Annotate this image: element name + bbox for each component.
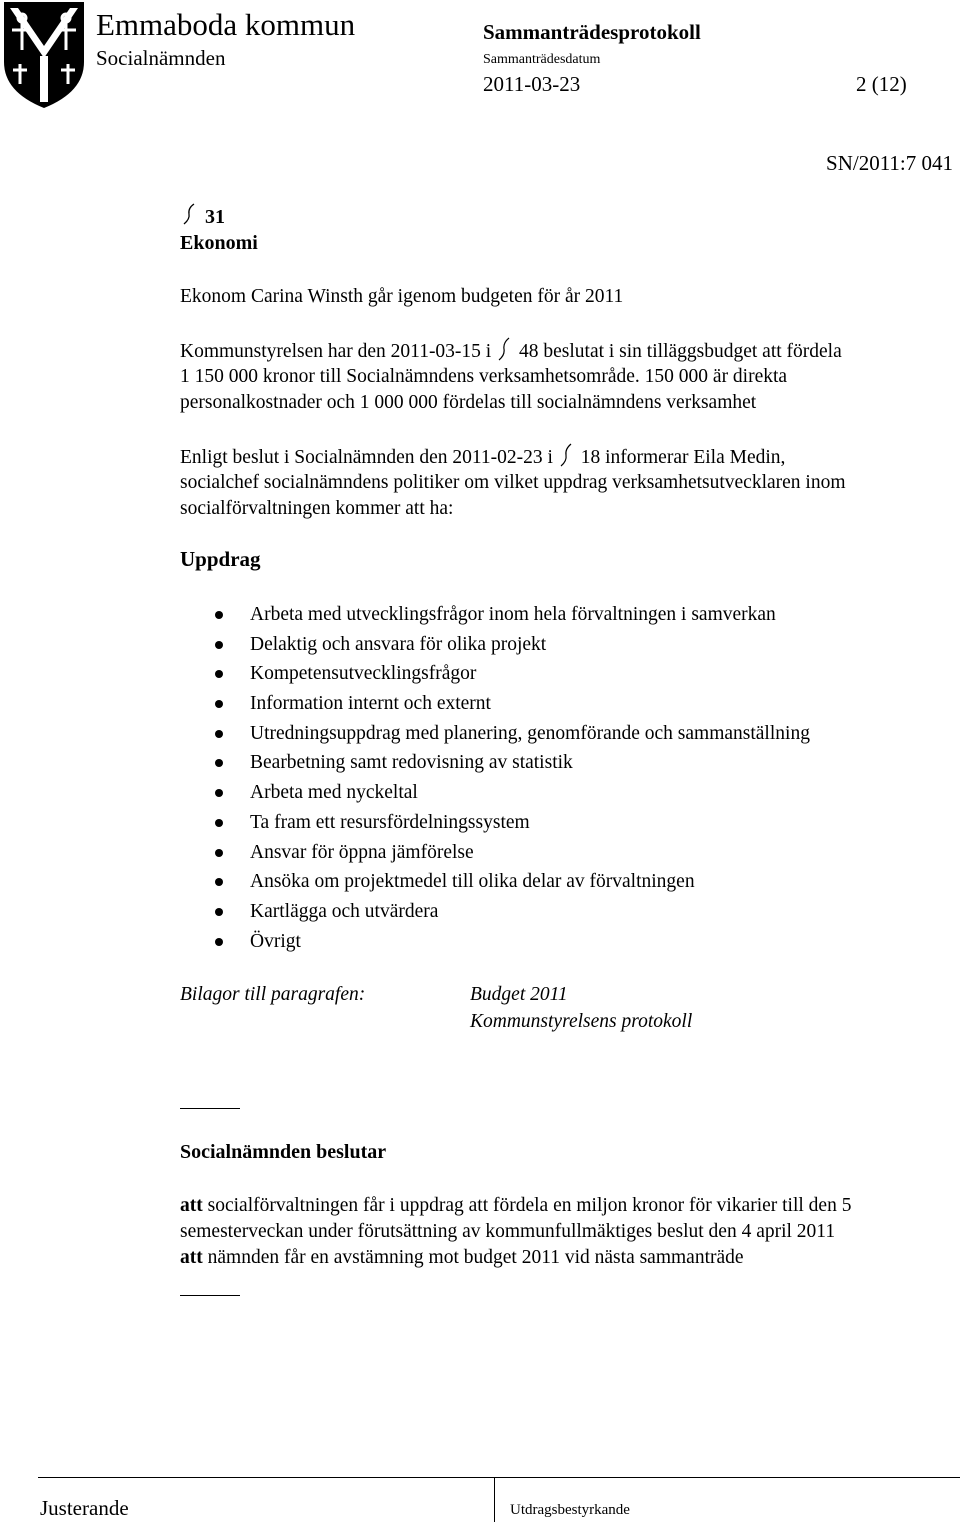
footer-divider	[494, 1477, 495, 1522]
paragraph-2-line-1	[180, 337, 940, 365]
decision-line-1	[180, 1193, 945, 1220]
list-item-text: Ansvar för öppna jämförelse	[250, 841, 474, 863]
bullet-icon	[215, 878, 223, 886]
paragraph-3-line-1	[180, 443, 940, 471]
attachment-item: Kommunstyrelsens protokoll	[470, 1011, 693, 1032]
case-reference: SN/2011:7 041	[826, 151, 953, 175]
meeting-date-label: Sammanträdesdatum	[483, 52, 601, 67]
att-keyword: att	[180, 1195, 203, 1216]
list-item	[180, 778, 810, 808]
list-item	[180, 719, 810, 749]
footer-utdragsbestyrkande: Utdragsbestyrkande	[510, 1502, 630, 1518]
list-item-text: Övrigt	[250, 930, 301, 952]
decision-line-3	[180, 1245, 945, 1272]
list-item	[180, 630, 810, 660]
municipality-name: Emmaboda kommun	[96, 7, 356, 42]
list-item	[180, 600, 810, 630]
list-item	[180, 897, 810, 927]
list-item-text: Arbeta med nyckeltal	[250, 782, 418, 804]
bullet-icon	[215, 611, 223, 619]
decision-text: nämnden får en avstämning mot budget 2011 vid nästa sammanträde	[202, 1247, 744, 1268]
bullet-icon	[215, 730, 223, 738]
list-item-text: Utredningsuppdrag med planering, genomförande och sammanställning	[250, 722, 810, 744]
list-item-text: Delaktig och ansvara för olika projekt	[250, 633, 547, 655]
section-title: Ekonomi	[180, 232, 258, 254]
list-item	[180, 838, 810, 868]
uppdrag-heading: Uppdrag	[180, 547, 261, 571]
section-number: 31	[205, 206, 225, 228]
list-item-text: Information internt och externt	[250, 693, 491, 715]
list-item	[180, 748, 810, 778]
section-symbol-icon	[180, 203, 200, 223]
page-number: 2 (12)	[856, 72, 907, 96]
municipal-coat-of-arms-icon	[0, 0, 88, 110]
section-heading	[180, 203, 225, 231]
list-item-text: Kompetensutvecklingsfrågor	[250, 663, 477, 685]
section-symbol-icon	[496, 337, 514, 359]
bullet-icon	[215, 759, 223, 767]
footer-justerande: Justerande	[40, 1496, 129, 1520]
bullet-icon	[215, 908, 223, 916]
separator-line	[180, 1108, 240, 1109]
decision-line-2: semesterveckan under förutsättning av kommunfullmäktiges beslut den 4 april 2011	[180, 1221, 836, 1242]
list-item-text: Ansöka om projektmedel till olika delar av förvaltningen	[250, 871, 695, 893]
attachment-item: Budget 2011	[470, 984, 568, 1005]
paragraph-2-line-2: 1 150 000 kronor till Socialnämndens verksamhetsområde. 150 000 är direkta	[180, 366, 788, 387]
paragraph-2-line-3: personalkostnader och 1 000 000 fördelas till socialnämndens verksamhet	[180, 392, 757, 413]
paragraph-2-text-b: 48 beslutat i sin tilläggsbudget att fördela	[518, 341, 842, 362]
bullet-icon	[215, 938, 223, 946]
paragraph-3-text-a: Enligt beslut i Socialnämnden den 2011-02-23 i	[180, 447, 553, 468]
separator-line	[180, 1295, 240, 1296]
bullet-icon	[215, 789, 223, 797]
paragraph-3-line-2: socialchef socialnämndens politiker om vilket uppdrag verksamhetsutvecklaren inom	[180, 472, 846, 493]
list-item-text: Kartlägga och utvärdera	[250, 900, 439, 922]
list-item	[180, 808, 810, 838]
bullet-icon	[215, 700, 223, 708]
bullet-icon	[215, 819, 223, 827]
decision-heading: Socialnämnden beslutar	[180, 1141, 387, 1163]
decision-text: socialförvaltningen får i uppdrag att fördela en miljon kronor för vikarier till den 5	[202, 1195, 852, 1216]
paragraph-1: Ekonom Carina Winsth går igenom budgeten för år 2011	[180, 286, 624, 307]
meeting-date: 2011-03-23	[483, 72, 581, 96]
list-item	[180, 659, 810, 689]
list-item	[180, 927, 810, 957]
list-item	[180, 689, 810, 719]
list-item-text: Arbeta med utvecklingsfrågor inom hela förvaltningen i samverkan	[250, 604, 776, 625]
list-item	[180, 867, 810, 897]
uppdrag-list	[180, 600, 810, 956]
list-item-text: Ta fram ett resursfördelningssystem	[250, 811, 530, 833]
protocol-title: Sammanträdesprotokoll	[483, 20, 701, 44]
paragraph-3-text-b: 18 informerar Eila Medin,	[580, 447, 786, 468]
footer-rule	[38, 1477, 960, 1478]
bullet-icon	[215, 670, 223, 678]
paragraph-2-text-a: Kommunstyrelsen har den 2011-03-15 i	[180, 341, 492, 362]
paragraph-3-line-3: socialförvaltningen kommer att ha:	[180, 498, 454, 519]
bullet-icon	[215, 849, 223, 857]
list-item-text: Bearbetning samt redovisning av statistik	[250, 752, 573, 774]
section-symbol-icon	[558, 443, 576, 465]
attachments-label: Bilagor till paragrafen:	[180, 984, 366, 1005]
att-keyword: att	[180, 1247, 203, 1268]
bullet-icon	[215, 641, 223, 649]
department-name: Socialnämnden	[96, 46, 226, 70]
